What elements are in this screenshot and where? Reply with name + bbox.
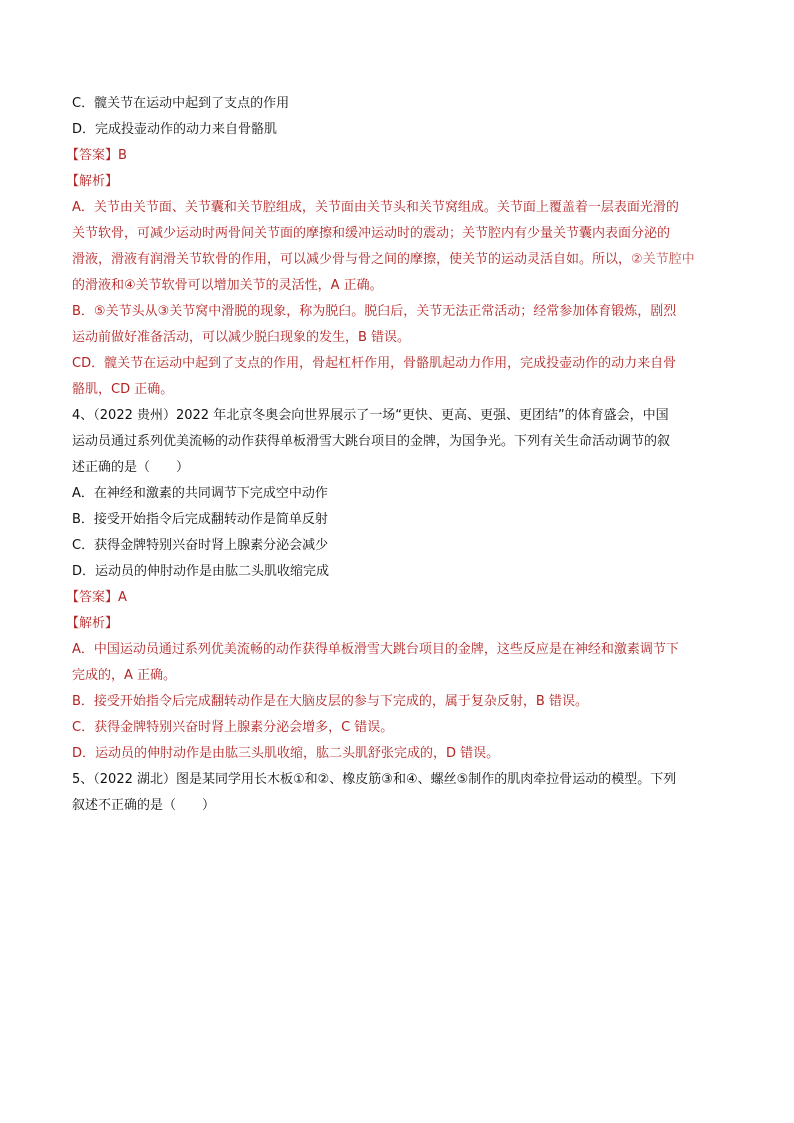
q4-option-a: A．在神经和激素的共同调节下完成空中动作 (72, 486, 328, 501)
q4-option-c: C．获得金牌特别兴奋时肾上腺素分泌会减少 (72, 538, 329, 553)
q3-analysis-a-line1: A．关节由关节面、关节囊和关节腔组成，关节面由关节头和关节窝组成。关节面上覆盖着一层表面光滑的 (72, 200, 679, 215)
q3-option-c: C．髋关节在运动中起到了支点的作用 (72, 96, 290, 111)
q4-analysis-heading: 【解析】 (66, 616, 119, 631)
q3-option-d: D．完成投壶动作的动力来自骨骼肌 (72, 122, 278, 137)
q4-analysis-c-line1: C．获得金牌特别兴奋时肾上腺素分泌会增多，C 错误。 (72, 720, 394, 735)
q3-analysis-a-line3 (72, 247, 732, 273)
q4-answer: 【答案】A (66, 590, 127, 605)
q3-analysis-heading: 【解析】 (66, 174, 119, 189)
q4-stem-line1: 4、（2022 贵州）2022 年北京冬奥会向世界展示了一场“更快、更高、更强、更团结”的体育盛会，中国 (72, 408, 669, 423)
q4-analysis-a-line1: A．中国运动员通过系列优美流畅的动作获得单板滑雪大跳台项目的金牌，这些反应是在神经和激素调节下 (72, 642, 679, 657)
q4-option-b: B．接受开始指令后完成翻转动作是简单反射 (72, 512, 328, 527)
q4-analysis-d-line1: D．运动员的伸肘动作是由肱三头肌收缩，肱二头肌舒张完成的，D 错误。 (72, 746, 500, 761)
q4-analysis-b-line1: B．接受开始指令后完成翻转动作是在大脑皮层的参与下完成的，属于复杂反射，B 错误。 (72, 694, 588, 709)
q3-analysis-a-line2: 关节软骨，可减少运动时两骨间关节面的摩擦和缓冲运动时的震动；关节腔内有少量关节囊内表面分泌的 (72, 226, 671, 241)
q3-analysis-a-line3-highlight: ②关节腔中 (631, 252, 695, 267)
q4-stem-line2: 运动员通过系列优美流畅的动作获得单板滑雪大跳台项目的金牌，为国争光。下列有关生命活动调节的叙 (72, 434, 671, 449)
q3-analysis-a-line4: 的滑液和④关节软骨可以增加关节的灵活性，A 正确。 (72, 278, 383, 293)
q5-stem-line1: 5、（2022 湖北）图是某同学用长木板①和②、橡皮筋③和④、螺丝⑤制作的肌肉牵拉骨运动的模型。下列 (72, 772, 677, 787)
q3-answer: 【答案】B (66, 148, 127, 163)
q4-analysis-a-line2: 完成的，A 正确。 (72, 668, 177, 683)
q4-stem-line3: 述正确的是（ ） (72, 460, 190, 475)
document-content (66, 91, 732, 819)
q3-analysis-cd-line1: CD．髋关节在运动中起到了支点的作用，骨起杠杆作用，骨骼肌起动力作用，完成投壶动作的动力来自骨 (72, 356, 677, 371)
q3-analysis-a-line3-text: 滑液，滑液有润滑关节软骨的作用，可以减少骨与骨之间的摩擦，使关节的运动灵活自如。所以， (72, 252, 632, 267)
q3-analysis-b-line1: B．⑤关节头从③关节窝中滑脱的现象，称为脱臼。脱臼后，关节无法正常活动；经常参加体育锻炼，剧烈 (72, 304, 677, 319)
q3-analysis-cd-line2: 骼肌，CD 正确。 (72, 382, 174, 397)
q4-option-d: D．运动员的伸肘动作是由肱二头肌收缩完成 (72, 564, 330, 579)
q3-analysis-b-line2: 运动前做好准备活动，可以减少脱臼现象的发生，B 错误。 (72, 330, 411, 345)
q5-stem-line2: 叙述不正确的是（ ） (72, 798, 216, 813)
